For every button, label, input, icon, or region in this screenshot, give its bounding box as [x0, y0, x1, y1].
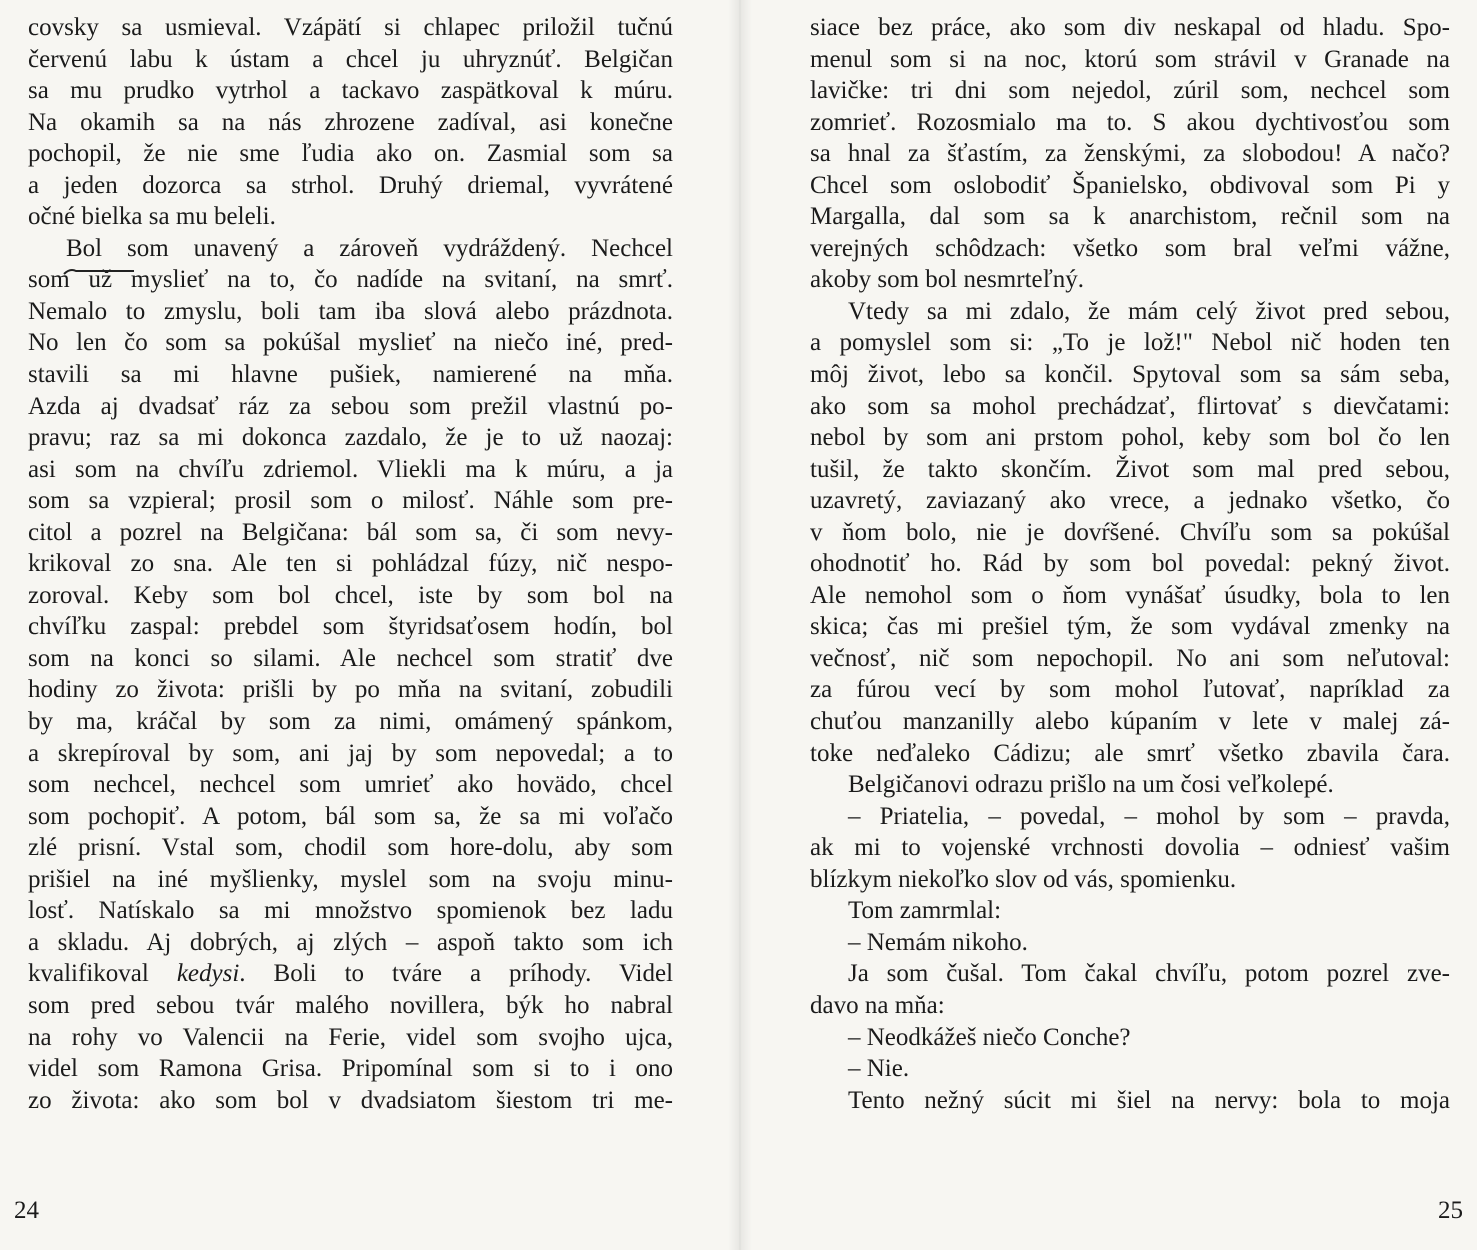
- text-line: menul som si na noc, ktorú som strávil v Granade na: [810, 45, 1450, 73]
- text-line: ako som sa mohol prechádzať, flirtovať s dievčatami:: [810, 392, 1450, 420]
- text-line: Nemalo to zmyslu, boli tam iba slová alebo prázdnota.: [28, 297, 673, 325]
- text-line: siace bez práce, ako som div neskapal od hladu. Spo-: [810, 14, 1450, 41]
- text-line: Tento nežný súcit mi šiel na nervy: bola to moja: [848, 1086, 1450, 1114]
- text-line: Belgičanovi odrazu prišlo na um čosi veľkolepé.: [848, 771, 1334, 799]
- text-line: som nechcel, nechcel som umrieť ako hovädo, chcel: [28, 771, 673, 799]
- text-line: blízkym niekoľko slov od vás, spomienku.: [810, 865, 1237, 893]
- text-line: sa mu prudko vytrhol a tackavo zaspätkoval k múru.: [28, 77, 673, 105]
- text-line: a pomyslel som si: „To je lož!" Nebol nič hoden ten: [810, 329, 1450, 357]
- text-line: na rohy vo Valencii na Ferie, videl som svojho ujca,: [28, 1023, 673, 1051]
- text-line: uzavretý, zaviazaný ako vrece, a jednako všetko, čo: [810, 487, 1450, 515]
- text-line: Na okamih sa na nás zhrozene zadíval, asi konečne: [28, 108, 673, 136]
- text-line: Azda aj dvadsať ráz za sebou som prežil vlastnú po-: [28, 392, 673, 420]
- text-line: červenú labu k ústam a chcel ju uhryznúť. Belgičan: [28, 45, 673, 73]
- text-line: za fúrou vecí by som mohol ľutovať, napríklad za: [810, 676, 1450, 704]
- text-line: toke neďaleko Cádizu; ale smrť všetko zbavila čara.: [810, 739, 1450, 767]
- text-line: – Priatelia, – povedal, – mohol by som – pravda,: [848, 802, 1450, 830]
- page-number-right: 25: [1438, 1197, 1463, 1224]
- text-line: Margalla, dal som sa k anarchistom, rečnil som na: [810, 203, 1450, 231]
- text-line: ohodnotiť ho. Rád by som bol povedal: pekný život.: [810, 550, 1450, 578]
- text-line: davo na mňa:: [810, 991, 945, 1019]
- text-line: pravu; raz sa mi dokonca zazdalo, že je to už naozaj:: [28, 424, 673, 452]
- text-line: Ale nemohol som o ňom vynášať úsudky, bola to len: [810, 581, 1450, 609]
- text-line: večnosť, nič som nepochopil. No ani som neľutoval:: [810, 644, 1450, 672]
- text-fragment: . Boli to tváre a príhody. Videl: [239, 960, 674, 988]
- text-line: asi som na chvíľu zdriemol. Vliekli ma k múru, a ja: [28, 455, 673, 483]
- text-line: akoby som bol nesmrteľný.: [810, 266, 1085, 294]
- text-line: chvíľku zaspal: prebdel som štyridsaťosem hodín, bol: [28, 613, 673, 641]
- text-line: som pred sebou tvár malého novillera, býk ho nabral: [28, 991, 673, 1019]
- text-line: v ňom bolo, nie je dovŕšené. Chvíľu som sa pokúšal: [810, 518, 1450, 546]
- text-line: som pochopiť. A potom, bál som sa, že sa mi voľačo: [28, 802, 673, 830]
- text-line: losť. Natískalo sa mi množstvo spomienok bez ladu: [28, 897, 673, 925]
- text-line: Tom zamrmlal:: [848, 897, 1002, 925]
- text-fragment: kvalifikoval: [28, 960, 149, 988]
- text-line: a jeden dozorca sa strhol. Druhý driemal, vyvrátené: [28, 171, 673, 199]
- handwritten-underline-mark: [62, 268, 136, 276]
- text-line: zlé prisní. Vstal som, chodil som hore-dolu, aby som: [28, 834, 673, 862]
- text-line: nebol by som ani prstom pohol, keby som bol čo len: [810, 424, 1450, 452]
- page-number-left: 24: [14, 1197, 39, 1224]
- text-line: – Nie.: [848, 1055, 910, 1083]
- text-line: zo života: ako som bol v dvadsiatom šiestom tri me-: [28, 1086, 673, 1114]
- text-line: Vtedy sa mi zdalo, že mám celý život pred sebou,: [848, 297, 1450, 325]
- text-line: No len čo som sa pokúšal myslieť na niečo iné, pred-: [28, 329, 673, 357]
- text-line: Ja som čušal. Tom čakal chvíľu, potom pozrel zve-: [848, 960, 1450, 988]
- text-line: zoroval. Keby som bol chcel, iste by som bol na: [28, 581, 673, 609]
- text-line: a skladu. Aj dobrých, aj zlých – aspoň takto som ich: [28, 928, 673, 956]
- text-line: krikoval zo sna. Ale ten si pohládzal fúzy, nič nespo-: [28, 550, 673, 578]
- text-line: by ma, kráčal by som za nimi, omámený spánkom,: [28, 708, 673, 736]
- text-line: chuťou manzanilly alebo kúpaním v lete v malej zá-: [810, 708, 1450, 736]
- text-line: som už myslieť na to, čo nadíde na svitaní, na smrť.: [28, 266, 673, 294]
- text-line: verejných schôdzach: všetko som bral veľmi vážne,: [810, 234, 1450, 262]
- text-line: covsky sa usmieval. Vzápätí si chlapec priložil tučnú: [28, 14, 673, 41]
- text-line: Chcel som oslobodiť Španielsko, obdivoval som Pi y: [810, 171, 1450, 199]
- text-line: – Neodkážeš niečo Conche?: [848, 1023, 1131, 1051]
- text-line: – Nemám nikoho.: [848, 928, 1028, 956]
- text-line: Bol som unavený a zároveň vydráždený. Nechcel: [66, 234, 673, 262]
- text-line: očné bielka sa mu beleli.: [28, 203, 276, 231]
- italic-word: kedysi: [176, 960, 240, 988]
- text-line: hodiny zo života: prišli by po mňa na svitaní, zobudili: [28, 676, 673, 704]
- text-line: lavičke: tri dni som nejedol, zúril som, nechcel som: [810, 77, 1450, 105]
- text-line: citol a pozrel na Belgičana: bál som sa, či som nevy-: [28, 518, 673, 546]
- text-line: môj život, lebo sa končil. Spytoval som sa sám seba,: [810, 361, 1450, 389]
- text-line: pochopil, že nie sme ľudia ako on. Zasmial som sa: [28, 140, 673, 168]
- text-line: a skrepíroval by som, ani jaj by som nepovedal; a to: [28, 739, 673, 767]
- text-line: sa hnal za šťastím, za ženskými, za slobodou! A načo?: [810, 140, 1450, 168]
- text-line: som na konci so silami. Ale nechcel som stratiť dve: [28, 644, 673, 672]
- text-line: videl som Ramona Grisa. Pripomínal som si to i ono: [28, 1055, 673, 1083]
- text-line: [28, 958, 673, 990]
- text-line: skica; čas mi prešiel tým, že som vydával zmenky na: [810, 613, 1450, 641]
- text-line: som sa vzpieral; prosil som o milosť. Náhle som pre-: [28, 487, 673, 515]
- right-page-text: [810, 12, 1450, 1116]
- text-line: zomrieť. Rozosmialo ma to. S akou dychtivosťou som: [810, 108, 1450, 136]
- text-line: tušil, že takto skončím. Život som mal pred sebou,: [810, 455, 1450, 483]
- text-line: stavili sa mi hlavne pušiek, namierené na mňa.: [28, 361, 673, 389]
- text-line: prišiel na iné myšlienky, myslel som na svoju minu-: [28, 865, 673, 893]
- book-gutter: [728, 0, 752, 1250]
- text-line: ak mi to vojenské vrchnosti dovolia – odniesť vašim: [810, 834, 1450, 862]
- left-page-text: [28, 12, 673, 1116]
